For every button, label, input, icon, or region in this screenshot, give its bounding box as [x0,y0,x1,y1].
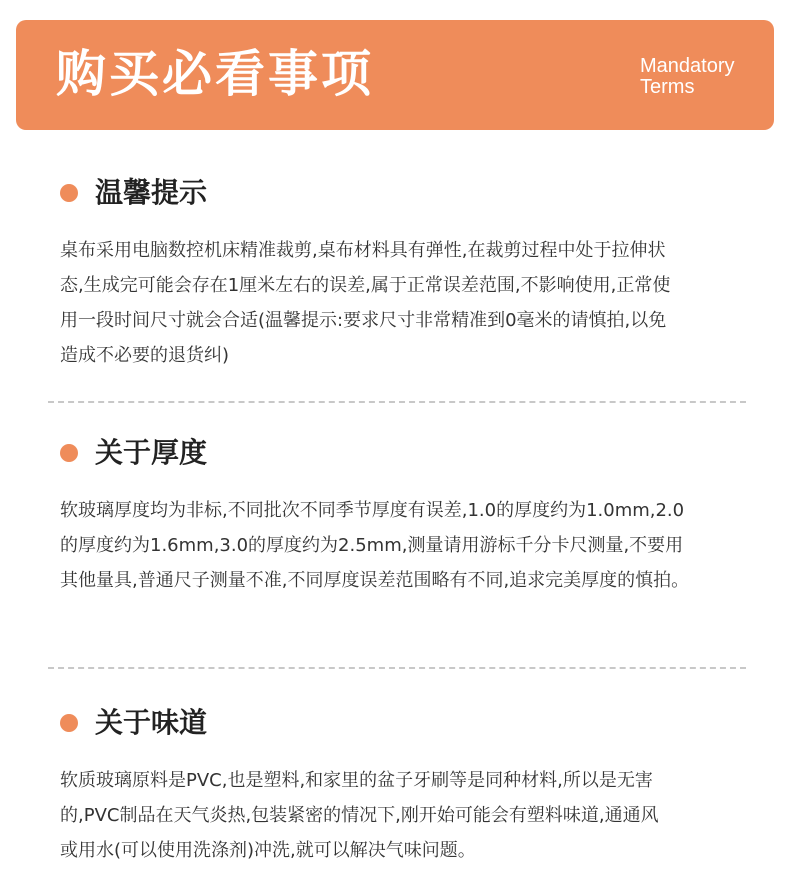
section-heading [60,435,207,471]
body-line: 软玻璃厚度均为非标,不同批次不同季节厚度有误差,1.0的厚度约为1.0mm,2.0 [60,500,685,521]
header-banner [16,20,774,130]
banner-subtitle-line-1: Mandatory [640,55,735,77]
body-line: 其他量具,普通尺子测量不准,不同厚度误差范围略有不同,追求完美厚度的慎拍。 [60,570,690,591]
banner-subtitle [640,56,735,98]
section-body [60,763,760,868]
body-line: 造成不必要的退货纠) [60,345,230,366]
section-heading-text: 温馨提示 [95,176,208,209]
banner-subtitle-line-2: Terms [640,76,695,98]
body-line: 或用水(可以使用洗涤剂)冲洗,就可以解决气味问题。 [60,840,476,861]
bullet-dot-icon [60,714,78,732]
section-heading [60,705,207,741]
body-line: 的厚度约为1.6mm,3.0的厚度约为2.5mm,测量请用游标千分卡尺测量,不要用 [60,535,684,556]
section-heading-text: 关于厚度 [95,436,208,469]
body-line: 软质玻璃原料是PVC,也是塑料,和家里的盆子牙刷等是同种材料,所以是无害 [60,770,653,791]
body-line: 用一段时间尺寸就会合适(温馨提示:要求尺寸非常精准到0毫米的请慎拍,以免 [60,310,667,331]
body-line: 桌布采用电脑数控机床精准裁剪,桌布材料具有弹性,在裁剪过程中处于拉伸状 [60,240,666,261]
section-body [60,493,760,598]
bullet-dot-icon [60,444,78,462]
bullet-dot-icon [60,184,78,202]
body-line: 的,PVC制品在天气炎热,包装紧密的情况下,刚开始可能会有塑料味道,通通风 [60,805,659,826]
section-body [60,233,760,373]
dashed-divider [48,401,746,403]
body-line: 态,生成完可能会存在1厘米左右的误差,属于正常误差范围,不影响使用,正常使 [60,275,671,296]
dashed-divider [48,667,746,669]
section-heading [60,175,207,211]
section-heading-text: 关于味道 [95,706,208,739]
page-title: 购买必看事项 [56,45,374,103]
